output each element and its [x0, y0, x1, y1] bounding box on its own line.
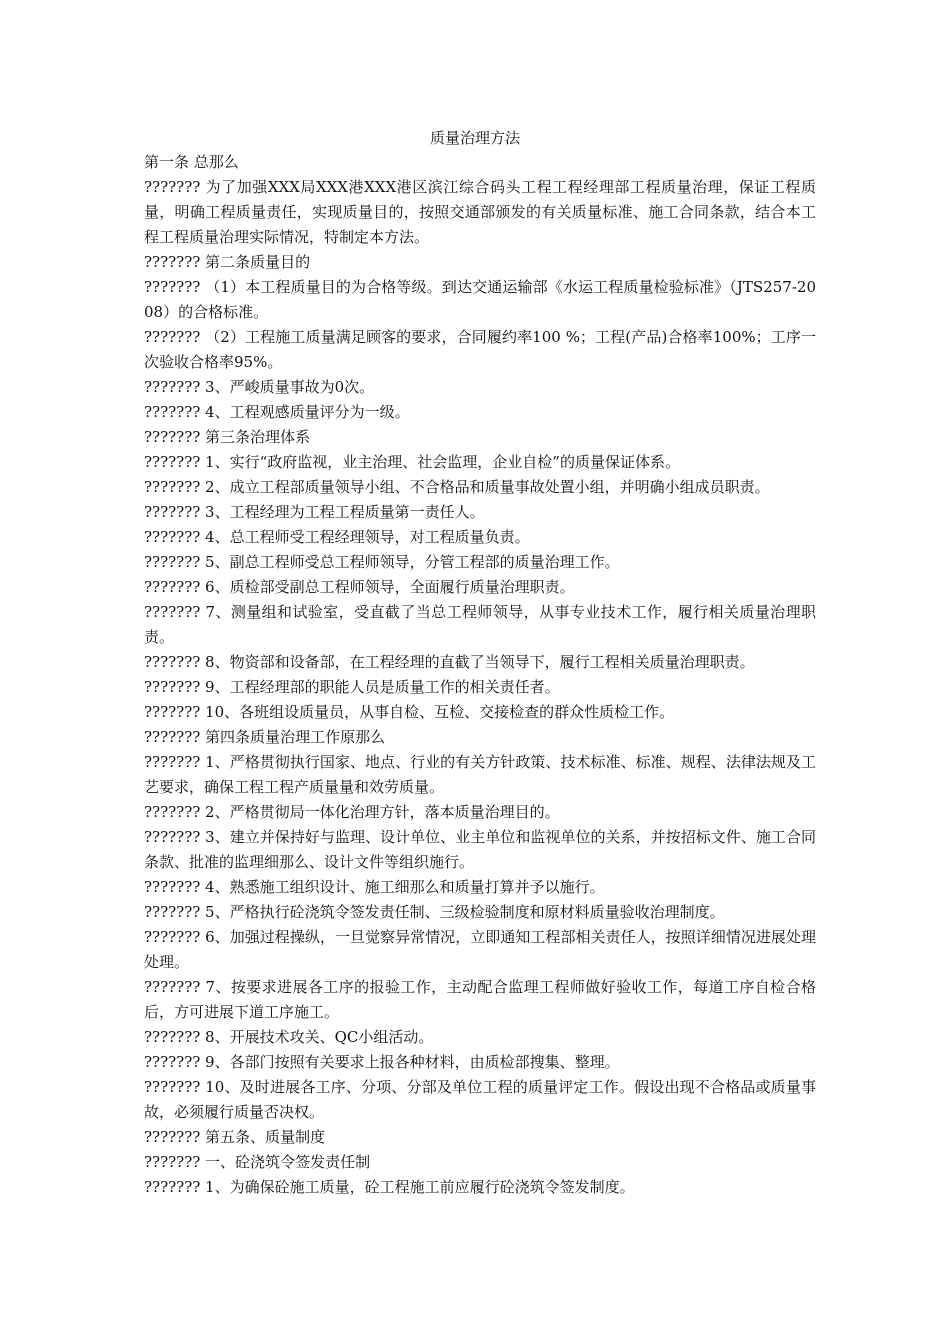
paragraph: ??????? 7、测量组和试验室，受直截了当总工程师领导，从事专业技术工作，履行相关质量治理职责。	[144, 603, 816, 646]
paragraph: ??????? 5、严格执行砼浇筑令签发责任制、三级检验制度和原材料质量验收治理制度。	[144, 903, 725, 921]
paragraph: ??????? （2）工程施工质量满足顾客的要求，合同履约率100 %；工程(产品)合格率100%；工序一次验收合格率95%。	[144, 328, 816, 371]
document-body	[144, 150, 816, 1200]
paragraph: ??????? 2、严格贯彻局一体化治理方针，落本质量治理目的。	[144, 803, 560, 821]
paragraph: ??????? 1、为确保砼施工质量，砼工程施工前应履行砼浇筑令签发制度。	[144, 1178, 635, 1196]
paragraph: ??????? 5、副总工程师受总工程师领导，分管工程部的质量治理工作。	[144, 553, 620, 571]
paragraph: ??????? 第三条治理体系	[144, 428, 311, 446]
paragraph: ??????? （1）本工程质量目的为合格等级。到达交通运输部《水运工程质量检验标准》（JTS257-2008）的合格标准。	[144, 278, 816, 321]
paragraph: ??????? 8、开展技术攻关、QC小组活动。	[144, 1028, 434, 1046]
paragraph: ??????? 10、及时进展各工序、分项、分部及单位工程的质量评定工作。假设出现不合格品或质量事故，必须履行质量否决权。	[144, 1078, 816, 1121]
document-title: 质量治理方法	[429, 129, 520, 147]
paragraph: ??????? 6、加强过程操纵，一旦觉察异常情况，立即通知工程部相关责任人，按照详细情况进展处理处理。	[144, 928, 816, 971]
paragraph: ??????? 3、工程经理为工程工程质量第一责任人。	[144, 503, 485, 521]
paragraph: ??????? 第四条质量治理工作原那么	[144, 728, 386, 746]
paragraph: ??????? 第二条质量目的	[144, 253, 311, 271]
paragraph: 第一条 总那么	[144, 153, 239, 171]
paragraph: ??????? 一、砼浇筑令签发责任制	[144, 1153, 371, 1171]
paragraph: ??????? 4、工程观感质量评分为一级。	[144, 403, 410, 421]
paragraph: ??????? 4、熟悉施工组织设计、施工细那么和质量打算并予以施行。	[144, 878, 605, 896]
paragraph: ??????? 2、成立工程部质量领导小组、不合格品和质量事故处置小组，并明确小组成员职责。	[144, 478, 770, 496]
paragraph: ??????? 3、建立并保持好与监理、设计单位、业主单位和监视单位的关系，并按招标文件、施工合同条款、批准的监理细那么、设计文件等组织施行。	[144, 828, 816, 871]
paragraph: ??????? 1、实行“政府监视，业主治理、社会监理，企业自检”的质量保证体系。	[144, 453, 680, 471]
paragraph: ??????? 4、总工程师受工程经理领导，对工程质量负责。	[144, 528, 530, 546]
paragraph: ??????? 8、物资部和设备部，在工程经理的直截了当领导下，履行工程相关质量治理职责。	[144, 653, 755, 671]
paragraph: ??????? 9、工程经理部的职能人员是质量工作的相关责任者。	[144, 678, 560, 696]
paragraph: ??????? 为了加强XXX局XXX港XXX港区滨江综合码头工程工程经理部工程质量治理，保证工程质量，明确工程质量责任，实现质量目的，按照交通部颁发的有关质量标准、施工合同条款，结合本工程工程质量治理实际情况，特制定本方法。	[144, 178, 816, 246]
paragraph: ??????? 3、严峻质量事故为0次。	[144, 378, 375, 396]
paragraph: ??????? 9、各部门按照有关要求上报各种材料，由质检部搜集、整理。	[144, 1053, 620, 1071]
paragraph: ??????? 1、严格贯彻执行国家、地点、行业的有关方针政策、技术标准、标准、规程、法律法规及工艺要求，确保工程工程产质量量和效劳质量。	[144, 753, 816, 796]
paragraph: ??????? 第五条、质量制度	[144, 1128, 326, 1146]
paragraph: ??????? 7、按要求进展各工序的报验工作，主动配合监理工程师做好验收工作，每道工序自检合格后，方可进展下道工序施工。	[144, 978, 816, 1021]
paragraph: ??????? 6、质检部受副总工程师领导，全面履行质量治理职责。	[144, 578, 575, 596]
paragraph: ??????? 10、各班组设质量员，从事自检、互检、交接检查的群众性质检工作。	[144, 703, 675, 721]
